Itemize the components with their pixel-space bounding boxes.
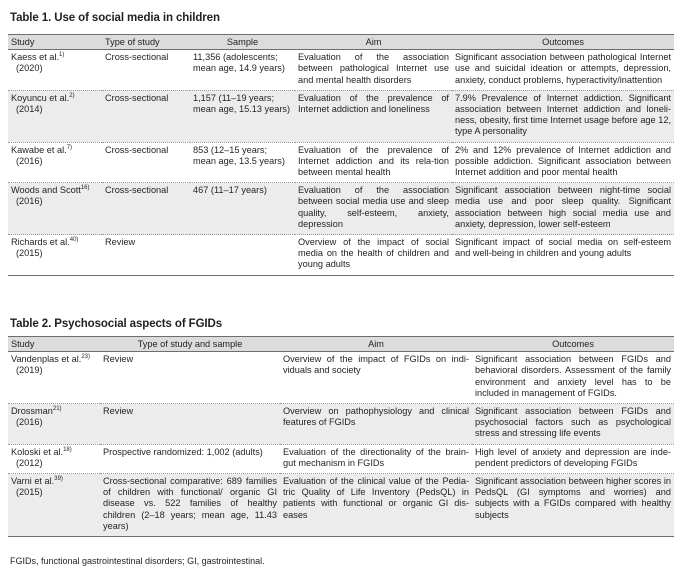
table-cell-study	[8, 352, 100, 404]
table-cell-study	[8, 142, 102, 183]
study-name: Woods and Scott	[11, 185, 81, 196]
study-ref: 21)	[52, 405, 62, 412]
study-year: (2016)	[16, 417, 43, 428]
table-cell-outcomes: Significant impact of social media on self-esteem and well-being in children and young adults	[452, 235, 674, 276]
study-year: (2019)	[16, 365, 43, 376]
table-cell-aim: Evaluation of the prevalence of Internet addiction and loneliness	[295, 90, 452, 142]
table-cell-outcomes: 7.9% Prevalence of Internet addiction. Significant association between Internet addiction and loneli-ness, obesity, first time Internet usage before age 12, type A personality	[452, 90, 674, 142]
table1-header-sample: Sample	[190, 35, 295, 50]
study-year: (2020)	[16, 63, 43, 74]
table1-header-type: Type of study	[102, 35, 190, 50]
table-cell-type: Cross-sectional	[102, 142, 190, 183]
table-cell-outcomes: Significant association between higher scores in PedsQL (GI symptoms and worries) and subjects with a FGIDs compared with healthy subjects	[472, 474, 674, 537]
table-row	[8, 404, 674, 445]
table-row	[8, 235, 674, 276]
study-ref: 16)	[80, 185, 90, 192]
study-name: Vandenplas et al.	[11, 354, 82, 365]
table-cell-type: Cross-sectional comparative: 689 families of children with functional/ organic GI disease vs. 522 families of healthy children (2–18 years; mean age, 11.43 years)	[100, 474, 280, 537]
table-cell-aim: Evaluation of the prevalence of Internet addiction and its rela-tion between mental health	[295, 142, 452, 183]
table-cell-outcomes: Significant association between pathological Internet use and suicidal ideation or attempts, depression, anxiety, conduct problems, hyperactivity/inattention	[452, 50, 674, 91]
table-cell-study	[8, 444, 100, 473]
table-cell-aim: Overview of the impact of social media on the health of children and young adults	[295, 235, 452, 276]
study-year: (2015)	[16, 487, 43, 498]
table-cell-outcomes: Significant association between night-time social media use and poor sleep quality. Significant association between high social media use and anxiety, depression, lower self-esteem	[452, 183, 674, 235]
table2-title-text: Psychosocial aspects of FGIDs	[54, 318, 223, 330]
study-name: Koyuncu et al.	[11, 92, 70, 103]
table-cell-type: Review	[100, 404, 280, 445]
table-cell-type: Cross-sectional	[102, 50, 190, 91]
table-cell-outcomes: 2% and 12% prevalence of Internet addiction and possible addiction. Significant association between Internet addition and poor mental health	[452, 142, 674, 183]
table1-title	[10, 12, 220, 24]
study-ref: 2)	[69, 92, 75, 99]
table-cell-aim: Overview on pathophysiology and clinical features of FGIDs	[280, 404, 472, 445]
table2	[8, 336, 674, 537]
study-year: (2014)	[16, 104, 43, 115]
study-year: (2016)	[16, 196, 43, 207]
table-cell-sample: 11,356 (adolescents; mean age, 14.9 years)	[190, 50, 295, 91]
study-year: (2012)	[16, 457, 43, 468]
study-name: Drossman	[11, 406, 53, 417]
table-cell-type: Cross-sectional	[102, 183, 190, 235]
table-cell-sample: 853 (12–15 years; mean age, 13.5 years)	[190, 142, 295, 183]
table-cell-study	[8, 90, 102, 142]
study-ref: 1)	[59, 52, 65, 59]
table-row	[8, 352, 674, 404]
table1-title-number: Table 1.	[10, 12, 52, 24]
study-ref: 18)	[63, 446, 72, 453]
study-ref: 40)	[69, 236, 79, 243]
table-cell-sample: 467 (11–17 years)	[190, 183, 295, 235]
table-footnote: FGIDs, functional gastrointestinal disorders; GI, gastrointestinal.	[10, 556, 265, 566]
table-cell-sample	[190, 235, 295, 276]
table-row	[8, 474, 674, 537]
table-cell-outcomes: High level of anxiety and depression are inde-pendent predictors of developing FGIDs	[472, 444, 674, 473]
table-cell-aim: Evaluation of the clinical value of the Pedia-tric Quality of Life Inventory (PedsQL) in patients with functional or organic GI dis-eases	[280, 474, 472, 537]
table2-title-number: Table 2.	[10, 318, 52, 330]
table-row	[8, 50, 674, 91]
table-cell-aim: Evaluation of the association between pathological Internet use and mental health disorders	[295, 50, 452, 91]
table-cell-study	[8, 50, 102, 91]
table2-header-row	[8, 337, 674, 352]
table-cell-study	[8, 235, 102, 276]
table-cell-study	[8, 404, 100, 445]
study-name: Kawabe et al.	[11, 144, 67, 155]
table-cell-outcomes: Significant association between FGIDs and psychosocial factors such as psychological stress and stressing life events	[472, 404, 674, 445]
study-name: Varni et al.	[11, 476, 55, 487]
study-name: Koloski et al.	[11, 446, 64, 457]
table1-title-text: Use of social media in children	[54, 12, 220, 24]
table-cell-aim: Evaluation of the association between social media use and sleep quality, self-esteem, anxiety, depression	[295, 183, 452, 235]
table1	[8, 34, 674, 276]
table2-header-outcomes: Outcomes	[472, 337, 674, 352]
table-cell-aim: Evaluation of the directionality of the brain-gut mechanism in FGIDs	[280, 444, 472, 473]
table-cell-outcomes: Significant association between FGIDs and behavioral disorders. Assessment of the family environment and anxiety level has to be included in management of FGIDs.	[472, 352, 674, 404]
study-name: Kaess et al.	[11, 52, 60, 63]
table-cell-study	[8, 183, 102, 235]
study-ref: 7)	[66, 144, 73, 151]
table1-header-outcomes: Outcomes	[452, 35, 674, 50]
study-ref: 23)	[81, 354, 90, 361]
table2-header-aim: Aim	[280, 337, 472, 352]
study-name: Richards et al.	[11, 237, 70, 248]
table1-header-row	[8, 35, 674, 50]
table1-header-aim: Aim	[295, 35, 452, 50]
table2-header-type: Type of study and sample	[100, 337, 280, 352]
table2-header-study: Study	[8, 337, 100, 352]
table-cell-study	[8, 474, 100, 537]
table-row	[8, 90, 674, 142]
table2-title	[10, 318, 222, 330]
table-row	[8, 142, 674, 183]
study-year: (2015)	[16, 248, 43, 259]
table-cell-type: Prospective randomized: 1,002 (adults)	[100, 444, 280, 473]
table-cell-type: Review	[100, 352, 280, 404]
table1-header-study: Study	[8, 35, 102, 50]
table-cell-type: Review	[102, 235, 190, 276]
table-cell-aim: Overview of the impact of FGIDs on indi-viduals and society	[280, 352, 472, 404]
study-ref: 39)	[54, 475, 63, 482]
table-cell-sample: 1,157 (11–19 years; mean age, 15.13 years)	[190, 90, 295, 142]
table-cell-type: Cross-sectional	[102, 90, 190, 142]
study-year: (2016)	[16, 155, 43, 166]
table-row	[8, 444, 674, 473]
table-row	[8, 183, 674, 235]
